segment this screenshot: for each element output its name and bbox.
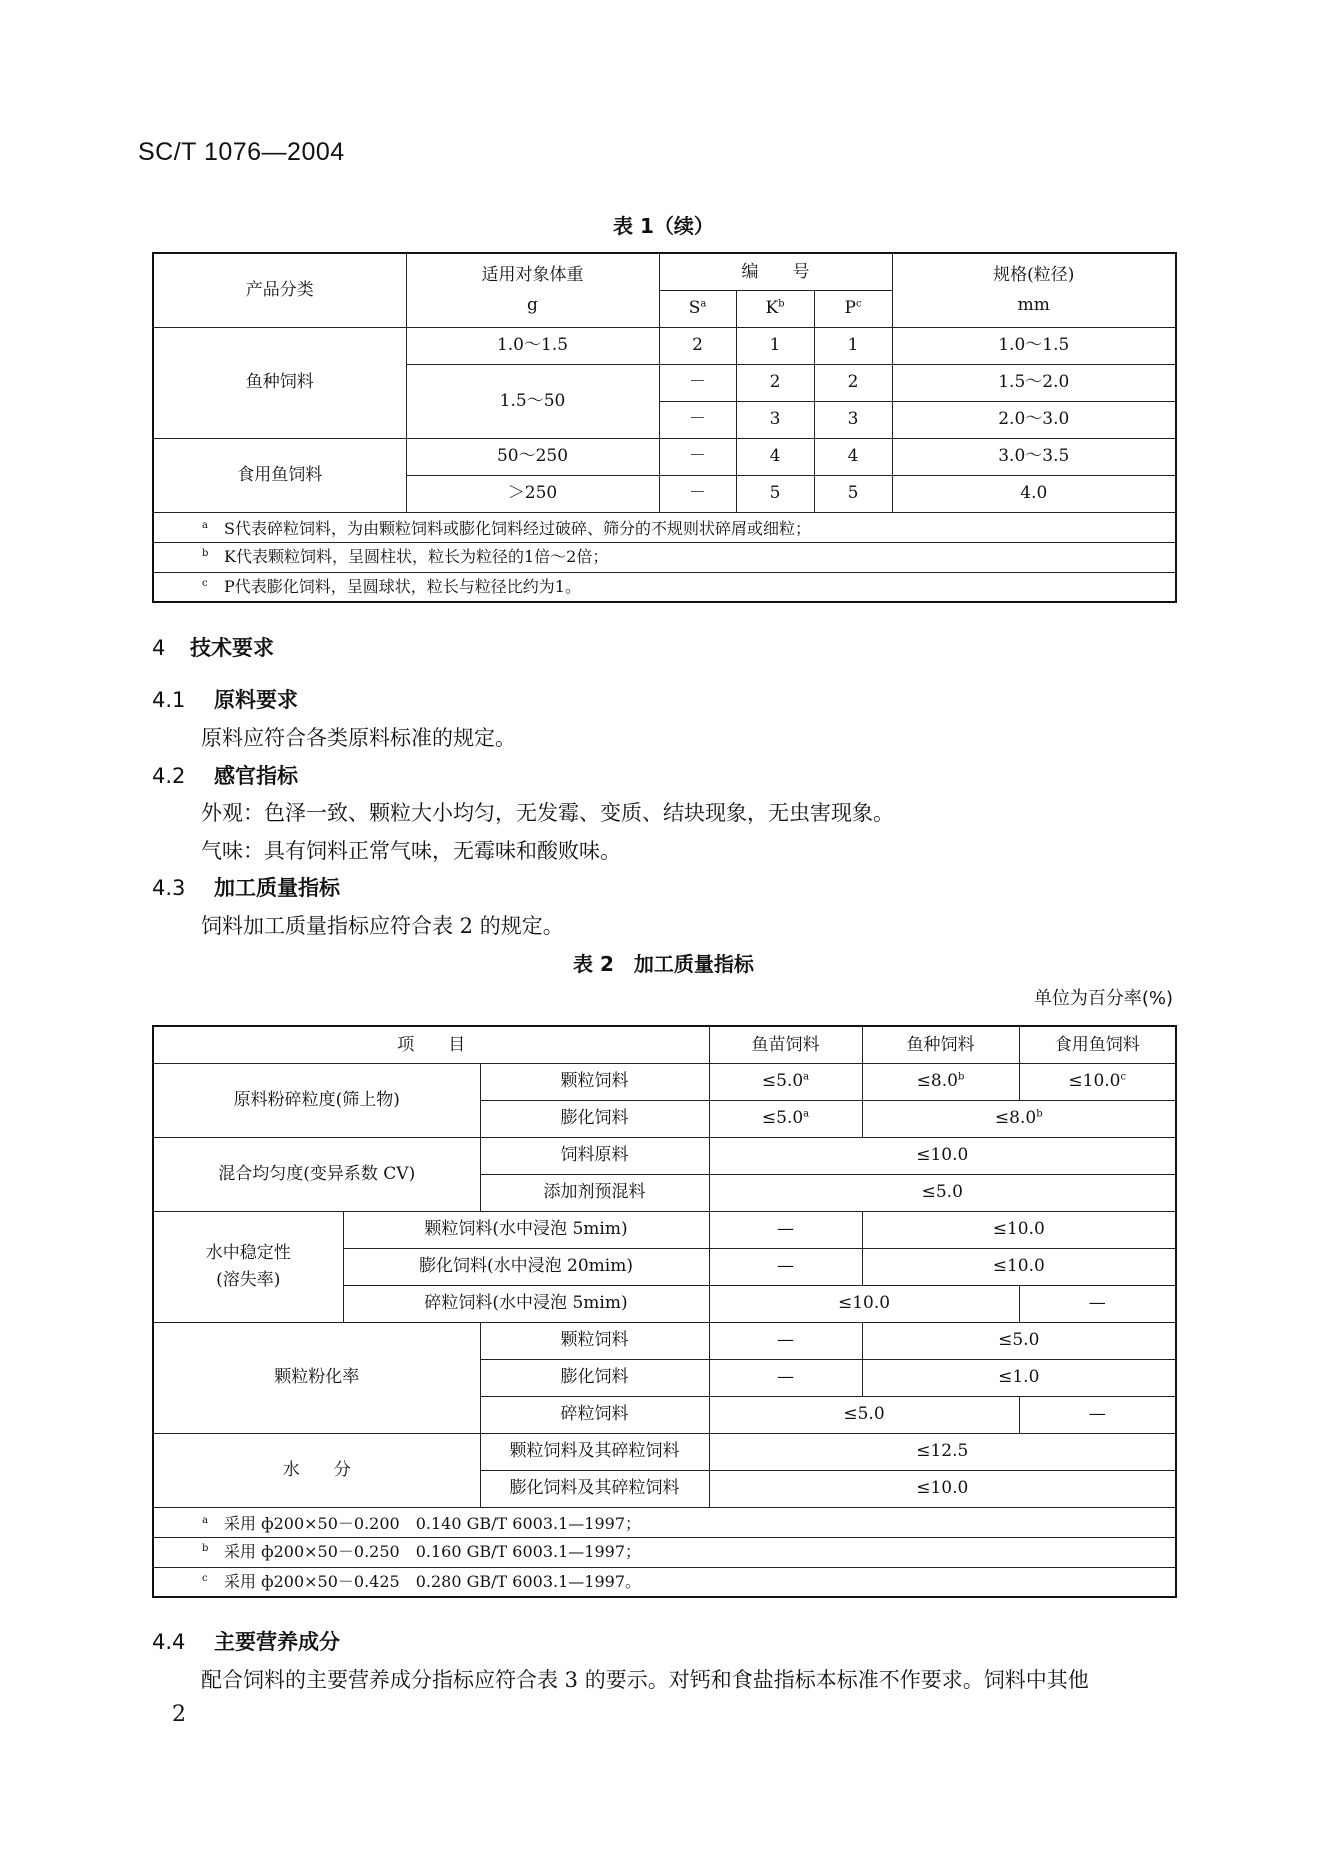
section-4-3-heading: 4.3 加工质量指标 xyxy=(152,876,340,900)
table2-cell: — xyxy=(709,1248,862,1285)
table1-code-p: 3 xyxy=(814,401,892,438)
table2-sub-label: 膨化饲料 xyxy=(480,1359,709,1396)
table1-header-s: $S^a$ xyxy=(659,290,736,327)
table2-cell: ≤5.0$^a$ xyxy=(709,1100,862,1137)
table1-weight: 1.5～50 xyxy=(406,364,659,438)
table2-cell: ≤5.0$^a$ xyxy=(709,1063,862,1100)
table2-unit: 单位为百分率(%) xyxy=(1033,988,1173,1009)
table1-code-k: 2 xyxy=(736,364,814,401)
table2-sub-label: 碎粒饲料(水中浸泡 5mim) xyxy=(343,1285,709,1322)
table1-code-k: 4 xyxy=(736,438,814,475)
section-4-heading: 4 技术要求 xyxy=(152,636,274,660)
table1-code-k: 3 xyxy=(736,401,814,438)
table2-cell: ≤10.0 xyxy=(709,1137,1176,1174)
table2-cell: — xyxy=(709,1359,862,1396)
table-row xyxy=(153,438,1176,475)
table1-weight: 1.0～1.5 xyxy=(406,327,659,364)
table1 xyxy=(152,252,1177,603)
table2-sub-label: 膨化饲料及其碎粒饲料 xyxy=(480,1470,709,1507)
table2-cell: ≤10.0 xyxy=(862,1211,1176,1248)
table-row xyxy=(153,1137,1176,1174)
table2-header-fingerling: 鱼种饲料 xyxy=(862,1026,1019,1063)
table1-code-s: － xyxy=(659,364,736,401)
table-row xyxy=(153,1433,1176,1470)
table1-note-a: a S代表碎粒饲料，为由颗粒饲料或膨化饲料经过破碎、筛分的不规则状碎屑或细粒； xyxy=(153,512,1176,542)
table1-spec: 1.0～1.5 xyxy=(892,327,1176,364)
table2-row-label: 水中稳定性 (溶失率) xyxy=(153,1211,343,1322)
table2-cell: ≤10.0 xyxy=(709,1470,1176,1507)
table2-sub-label: 颗粒饲料 xyxy=(480,1063,709,1100)
table2-row-label: 水 分 xyxy=(153,1433,480,1507)
table2-sub-label: 颗粒饲料(水中浸泡 5mim) xyxy=(343,1211,709,1248)
table2-header-item: 项 目 xyxy=(153,1026,709,1063)
table-row xyxy=(153,1322,1176,1359)
table1-category: 食用鱼饲料 xyxy=(153,438,406,512)
table1-header-p: $P^c$ xyxy=(814,290,892,327)
section-4-1-heading: 4.1 原料要求 xyxy=(152,688,298,712)
table2-note-b: b 采用 ф200×50－0.250 0.160 GB/T 6003.1—1997； xyxy=(153,1537,1176,1567)
table2-cell: ≤8.0$^b$ xyxy=(862,1063,1019,1100)
table2-note-c: c 采用 ф200×50－0.425 0.280 GB/T 6003.1—1997。 xyxy=(153,1567,1176,1597)
table1-header-spec: 规格(粒径) mm xyxy=(892,253,1176,327)
table1-header-code: 编 号 xyxy=(659,253,892,290)
section-4-3-text: 饲料加工质量指标应符合表 2 的规定。 xyxy=(201,914,564,938)
table2-cell: ≤8.0$^b$ xyxy=(862,1100,1176,1137)
table-row xyxy=(153,1211,1176,1248)
table2-cell: ≤5.0 xyxy=(709,1396,1019,1433)
table2-row-label: 混合均匀度(变异系数 CV) xyxy=(153,1137,480,1211)
section-4-4-text: 配合饲料的主要营养成分指标应符合表 3 的要示。对钙和食盐指标本标准不作要求。饲料中其他 xyxy=(201,1668,1089,1692)
table1-note-b: b K代表颗粒饲料，呈圆柱状，粒长为粒径的1倍～2倍； xyxy=(153,542,1176,572)
table2-row-label: 颗粒粉化率 xyxy=(153,1322,480,1433)
table2-cell: ≤10.0 xyxy=(862,1248,1176,1285)
table1-spec: 1.5～2.0 xyxy=(892,364,1176,401)
table1-weight: ＞250 xyxy=(406,475,659,512)
table2-caption: 表 2 加工质量指标 xyxy=(573,952,754,976)
table1-note-c: c P代表膨化饲料，呈圆球状，粒长与粒径比约为1。 xyxy=(153,572,1176,602)
table2-cell: ≤5.0 xyxy=(709,1174,1176,1211)
table2-sub-label: 膨化饲料 xyxy=(480,1100,709,1137)
table2-cell: — xyxy=(1019,1285,1176,1322)
table1-code-s: 2 xyxy=(659,327,736,364)
table2-sub-label: 颗粒饲料 xyxy=(480,1322,709,1359)
table2-header-fry: 鱼苗饲料 xyxy=(709,1026,862,1063)
section-4-2-appearance: 外观：色泽一致、颗粒大小均匀，无发霉、变质、结块现象，无虫害现象。 xyxy=(201,801,894,825)
table1-spec: 3.0～3.5 xyxy=(892,438,1176,475)
table2-cell: ≤10.0 xyxy=(709,1285,1019,1322)
section-4-1-text: 原料应符合各类原料标准的规定。 xyxy=(201,726,516,750)
table2-sub-label: 饲料原料 xyxy=(480,1137,709,1174)
table2-header-food-fish: 食用鱼饲料 xyxy=(1019,1026,1176,1063)
table1-code-p: 2 xyxy=(814,364,892,401)
table1-code-p: 4 xyxy=(814,438,892,475)
table2-cell: — xyxy=(709,1211,862,1248)
table2-note-a: a 采用 ф200×50－0.200 0.140 GB/T 6003.1—1997； xyxy=(153,1507,1176,1537)
table-row xyxy=(153,1063,1176,1100)
table1-code-k: 5 xyxy=(736,475,814,512)
table2-cell: ≤1.0 xyxy=(862,1359,1176,1396)
table1-code-p: 5 xyxy=(814,475,892,512)
table1-code-s: － xyxy=(659,401,736,438)
table1-header-weight: 适用对象体重 g xyxy=(406,253,659,327)
table1-code-p: 1 xyxy=(814,327,892,364)
table2-cell: ≤12.5 xyxy=(709,1433,1176,1470)
table2-sub-label: 膨化饲料(水中浸泡 20mim) xyxy=(343,1248,709,1285)
table2-sub-label: 碎粒饲料 xyxy=(480,1396,709,1433)
section-4-2-odor: 气味：具有饲料正常气味，无霉味和酸败味。 xyxy=(201,839,621,863)
table2-cell: — xyxy=(1019,1396,1176,1433)
table1-header-k: $K^b$ xyxy=(736,290,814,327)
table1-header-category: 产品分类 xyxy=(153,253,406,327)
section-4-4-heading: 4.4 主要营养成分 xyxy=(152,1630,340,1654)
section-4-2-heading: 4.2 感官指标 xyxy=(152,764,298,788)
table1-category: 鱼种饲料 xyxy=(153,327,406,438)
table2-sub-label: 颗粒饲料及其碎粒饲料 xyxy=(480,1433,709,1470)
table2-row-label: 原料粉碎粒度(筛上物) xyxy=(153,1063,480,1137)
table2-sub-label: 添加剂预混料 xyxy=(480,1174,709,1211)
table2-cell: ≤10.0$^c$ xyxy=(1019,1063,1176,1100)
table2 xyxy=(152,1025,1177,1598)
table-row xyxy=(153,327,1176,364)
table1-caption: 表 1（续） xyxy=(613,214,714,238)
table1-code-s: － xyxy=(659,475,736,512)
table1-code-s: － xyxy=(659,438,736,475)
table1-spec: 4.0 xyxy=(892,475,1176,512)
table2-cell: — xyxy=(709,1322,862,1359)
standard-code: SC/T 1076—2004 xyxy=(138,138,345,166)
table1-weight: 50～250 xyxy=(406,438,659,475)
table2-cell: ≤5.0 xyxy=(862,1322,1176,1359)
table1-code-k: 1 xyxy=(736,327,814,364)
page-number: 2 xyxy=(172,1702,186,1727)
table1-spec: 2.0～3.0 xyxy=(892,401,1176,438)
